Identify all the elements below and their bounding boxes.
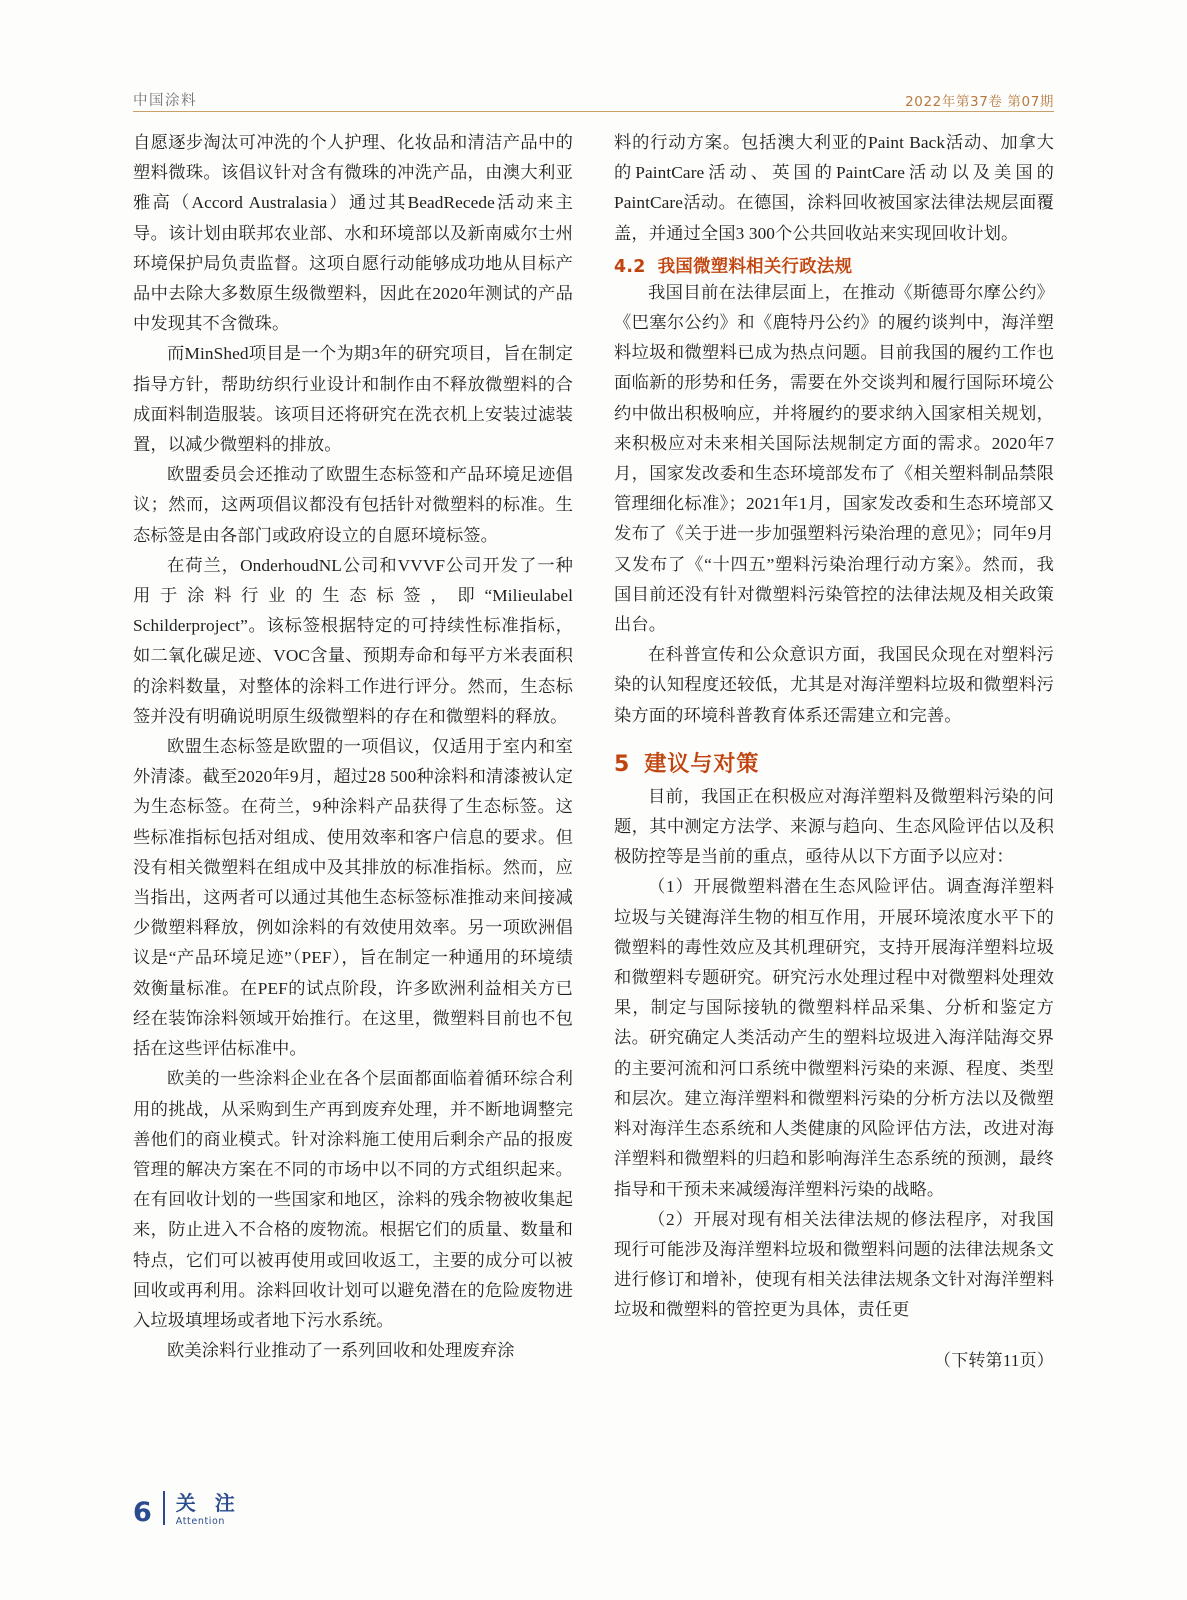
page-footer	[133, 1491, 241, 1526]
paragraph: 我国目前在法律层面上，在推动《斯德哥尔摩公约》《巴塞尔公约》和《鹿特丹公约》的履约谈判中，海洋塑料垃圾和微塑料已成为热点问题。目前我国的履约工作也面临新的形势和任务，需要在外交谈判和履行国际环境公约中做出积极响应，并将履约的要求纳入国家相关规划，来积极应对未来相关国际法规制定方面的需求。2020年7月，国家发改委和生态环境部发布了《相关塑料制品禁限管理细化标准》；2021年1月，国家发改委和生态环境部又发布了《关于进一步加强塑料污染治理的意见》；同年9月又发布了《“十四五”塑料污染治理行动方案》。然而，我国目前还没有针对微塑料污染管控的法律法规及相关政策出台。	[614, 282, 1054, 635]
paragraph: 自愿逐步淘汰可冲洗的个人护理、化妆品和清洁产品中的塑料微珠。该倡议针对含有微珠的冲洗产品，由澳大利亚雅高（Accord Australasia）通过其BeadRecede活动来主导。该计划由联邦农业部、水和环境部以及新南威尔士州环境保护局负责监督。这项自愿行动能够成功地从目标产品中去除大多数原生级微塑料，因此在2020年测试的产品中发现其不含微珠。	[133, 133, 573, 334]
text-columns	[133, 128, 1054, 1376]
paragraph: 目前，我国正在积极应对海洋塑料及微塑料污染的问题，其中测定方法学、来源与趋向、生态风险评估以及积极防控等是当前的重点，亟待从以下方面予以应对：	[614, 786, 1054, 867]
section-title: 我国微塑料相关行政法规	[657, 256, 853, 277]
footer-section-label	[175, 1490, 241, 1527]
continuation-note: （下转第11页）	[934, 1350, 1054, 1370]
left-column	[133, 128, 573, 1376]
paragraph: 欧美的一些涂料企业在各个层面都面临着循环综合利用的挑战，从采购到生产再到废弃处理，并不断地调整完善他们的商业模式。针对涂料施工使用后剩余产品的报废管理的解决方案在不同的市场中以不同的方式组织起来。在有回收计划的一些国家和地区，涂料的残余物被收集起来，防止进入不合格的废物流。根据它们的质量、数量和特点，它们可以被再使用或回收返工，主要的成分可以被回收或再利用。涂料回收计划可以避免潜在的危险废物进入垃圾填埋场或者地下污水系统。	[133, 1069, 573, 1330]
paragraph: 料的行动方案。包括澳大利亚的Paint Back活动、加拿大的PaintCare活动、英国的PaintCare活动以及美国的PaintCare活动。在德国，涂料回收被国家法律法规层面覆盖，并通过全国3 300个公共回收站来实现回收计划。	[614, 133, 1054, 243]
footer-section-cn: 关 注	[175, 1490, 241, 1515]
right-column	[614, 128, 1054, 1376]
header-divider	[133, 111, 1054, 112]
section-number: 5	[614, 751, 631, 777]
paragraph: （1）开展微塑料潜在生态风险评估。调查海洋塑料垃圾与关键海洋生物的相互作用，开展环境浓度水平下的微塑料的毒性效应及其机理研究，支持开展海洋塑料垃圾和微塑料专题研究。研究污水处理过程中对微塑料处理效果，制定与国际接轨的微塑料样品采集、分析和鉴定方法。研究确定人类活动产生的塑料垃圾进入海洋陆海交界的主要河流和河口系统中微塑料污染的来源、程度、类型和层次。建立海洋塑料和微塑料污染的分析方法以及微塑料对海洋生态系统和人类健康的风险评估方法，改进对海洋塑料和微塑料的归趋和影响海洋生态系统的预测，最终指导和干预未来减缓海洋塑料污染的战略。	[614, 877, 1054, 1199]
section-heading-4-2	[614, 252, 1054, 277]
section-title: 建议与对策	[644, 751, 760, 777]
page-number: 6	[133, 1497, 152, 1528]
footer-divider	[163, 1491, 165, 1525]
paragraph: 而MinShed项目是一个为期3年的研究项目，旨在制定指导方针，帮助纺织行业设计和制作由不释放微塑料的合成面料制造服装。该项目还将研究在洗衣机上安装过滤装置，以减少微塑料的排放。	[133, 344, 573, 455]
section-number: 4.2	[614, 256, 646, 277]
paragraph: （2）开展对现有相关法律法规的修法程序，对我国现行可能涉及海洋塑料垃圾和微塑料问题的法律法规条文进行修订和增补，使现有相关法律法规条文针对海洋塑料垃圾和微塑料的管控更为具体，责任更	[614, 1209, 1054, 1320]
paragraph: 在荷兰，OnderhoudNL公司和VVVF公司开发了一种用于涂料行业的生态标签，即“Milieulabel Schilderproject”。该标签根据特定的可持续性标准指标，如二氧化碳足迹、VOC含量、预期寿命和每平方米表面积的涂料数量，对整体的涂料工作进行评分。然而，生态标签并没有明确说明原生级微塑料的存在和微塑料的释放。	[133, 555, 573, 726]
issue-info: 2022年第37卷 第07期	[905, 94, 1054, 110]
footer-section-en: Attention	[175, 1515, 226, 1527]
paragraph: 欧美涂料行业推动了一系列回收和处理废弃涂	[167, 1341, 515, 1361]
publication-name: 中国涂料	[133, 93, 197, 109]
paragraph: 欧盟委员会还推动了欧盟生态标签和产品环境足迹倡议；然而，这两项倡议都没有包括针对微塑料的标准。生态标签是由各部门或政府设立的自愿环境标签。	[133, 465, 573, 545]
page-header	[133, 82, 1054, 110]
section-heading-5	[614, 747, 1054, 778]
paragraph: 欧盟生态标签是欧盟的一项倡议，仅适用于室内和室外清漆。截至2020年9月，超过28 500种涂料和清漆被认定为生态标签。在荷兰，9种涂料产品获得了生态标签。这些标准指标包括对组成、使用效率和客户信息的要求。但没有相关微塑料在组成中及其排放的标准指标。然而，应当指出，这两者可以通过其他生态标签标准推动来间接减少微塑料释放，例如涂料的有效使用效率。另一项欧洲倡议是“产品环境足迹”（PEF），旨在制定一种通用的环境绩效衡量标准。在PEF的试点阶段，许多欧洲利益相关方已经在装饰涂料领域开始推行。在这里，微塑料目前也不包括在这些评估标准中。	[133, 737, 573, 1059]
paragraph: 在科普宣传和公众意识方面，我国民众现在对塑料污染的认知程度还较低，尤其是对海洋塑料垃圾和微塑料污染方面的环境科普教育体系还需建立和完善。	[614, 645, 1054, 725]
